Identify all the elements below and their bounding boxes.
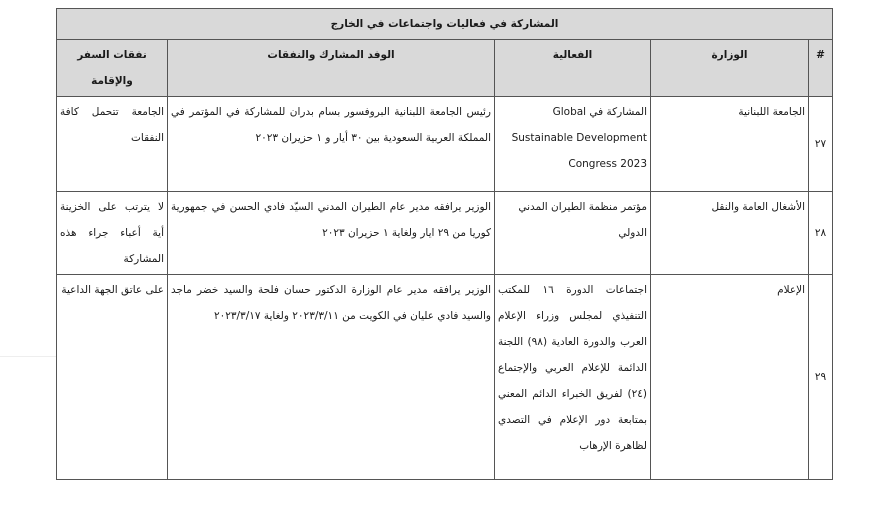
row-ministry: الأشغال العامة والنقل [651,192,809,275]
row-event-line: مؤتمر منظمة الطيران المدني [518,201,647,213]
table-row [57,275,833,480]
row-ministry: الجامعة اللبنانية [651,97,809,192]
row-event-line: الدولي [618,227,647,239]
row-costs: الجامعة تتحمل كافة النفقات [57,97,168,192]
header-ministry: الوزارة [651,40,809,97]
header-number: # [809,40,833,97]
table-row [57,192,833,275]
row-event-line: Sustainable Development [511,132,647,144]
row-ministry: الإعلام [651,275,809,480]
header-delegation: الوفد المشارك والنفقات [168,40,495,97]
row-event [495,97,651,192]
row-number: ٢٧ [809,97,833,192]
row-delegation: الوزير يرافقه مدير عام الوزارة الدكتور حسان فلحة والسيد خضر ماجد والسيد فادي عليان في الكويت من ٢٠٢٣/٣/١١ ولغاية ٢٠٢٣/٣/١٧ [168,275,495,480]
table-title: المشاركة في فعاليات واجتماعات في الخارج [57,9,833,40]
row-costs: على عاتق الجهة الداعية [57,275,168,480]
row-event: اجتماعات الدورة ١٦ للمكتب التنفيذي لمجلس وزراء الإعلام العرب والدورة العادية (٩٨) اللجنة الدائمة للإعلام العربي والإجتماع (٢٤) لفريق الخبراء الدائم المعني بمتابعة دور الإعلام في التصدي لظاهرة الإرهاب [495,275,651,480]
row-delegation: رئيس الجامعة اللبنانية البروفسور بسام بدران للمشاركة في المؤتمر في المملكة العربية السعودية بين ٣٠ أيار و ١ حزيران ٢٠٢٣ [168,97,495,192]
table-header-row [57,40,833,97]
participation-table [56,8,833,480]
row-costs: لا يترتب على الخزينة أية أعباء جراء هذه المشاركة [57,192,168,275]
table-title-row [57,9,833,40]
row-delegation: الوزير يرافقه مدير عام الطيران المدني السيّد فادي الحسن في جمهورية كوريا من ٢٩ ايار ولغاية ١ حزيران ٢٠٢٣ [168,192,495,275]
row-event-line: Congress 2023 [568,158,647,170]
row-event-line: المشاركة في Global [552,106,647,118]
margin-divider [0,356,56,357]
row-number: ٢٩ [809,275,833,480]
table-row [57,97,833,192]
row-event [495,192,651,275]
header-event: الفعالية [495,40,651,97]
header-costs: نفقات السفر والإقامة [57,40,168,97]
row-number: ٢٨ [809,192,833,275]
